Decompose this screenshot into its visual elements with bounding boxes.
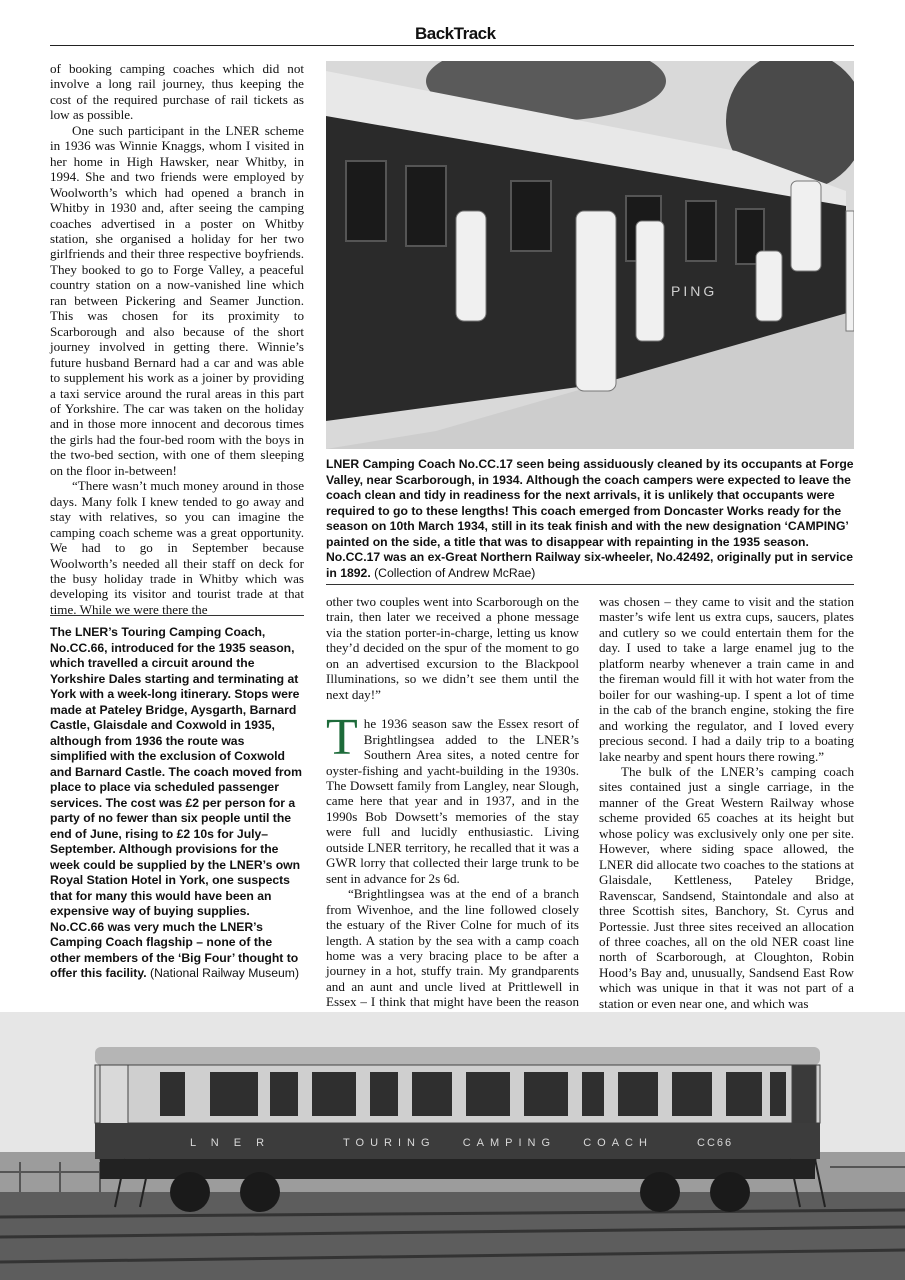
- paragraph: “There wasn’t much money around in those days. Many folk I knew tended to go away and stay with relatives, so you can imagine the camping coach scheme was a great opportunity. We had to go in September because Woolworth’s needed all their staff on deck for the busy holiday trade in Whitby which was developing its visitor and tourist trade at that time. While we were there the: [50, 478, 304, 617]
- text-column-1: [50, 61, 304, 617]
- divider: [326, 584, 854, 585]
- photo-illustration: [0, 1012, 905, 1280]
- photo-touring-camping-coach-cc66: [0, 1012, 905, 1280]
- drop-cap: T: [326, 709, 358, 767]
- coach-lettering-right: CC66: [697, 1137, 734, 1149]
- photo-caption-cc17: [326, 457, 854, 581]
- masthead: BackTrack: [415, 24, 496, 43]
- coach-lettering-middle: TOURING CAMPING COACH: [343, 1137, 653, 1149]
- coach-lettering-left: L N E R: [190, 1137, 271, 1149]
- paragraph: of booking camping coaches which did not involve a long rail journey, thus keeping the cost of the required purchase of rail tickets as low as possible.: [50, 61, 304, 123]
- page-header: [50, 22, 854, 46]
- paragraph: The bulk of the LNER’s camping coach sites contained just a single carriage, in the manner of the Great Western Railway whose scheme provided 65 coaches at its height but whose policy was exclusively only one per site. However, where siding space allowed, the LNER did allocate two coaches to the stations at Glaisdale, Kettleness, Pateley Bridge, Ravenscar, Sandsend, Staintondale and also at three Scottish sites, Banchory, St. Cyrus and Portessie. Just three sites received an allocation of three coaches, all on the old NER coast line north of Scarborough, at Cloughton, Robin Hood’s Bay and, unusually, Sandsend East Row which was unique in that it was not part of a station or even near one, and which was: [599, 763, 854, 1011]
- caption-text: LNER Camping Coach No.CC.17 seen being assiduously cleaned by its occupants at Forge Valley, near Scarborough, in 1934. Although the coach campers were expected to leave the coach clean and tidy in readiness for the next arrivals, it is unlikely that occupants were required to go to these lengths! This coach emerged from Doncaster Works ready for the season on 10th March 1934, still in its teak finish and with the new designation ‘CAMPING’ painted on the side, a title that was to disappear with repainting in the 1935 season. No.CC.17 was an ex-Great Northern Railway six-wheeler, No.42492, originally put in service in 1892.: [326, 457, 854, 580]
- paragraph: “Brightlingsea was at the end of a branch from Wivenhoe, and the line followed closely the estuary of the River Colne for much of its length. A station by the sea with a camp coach home was a very bracing place to be after a journey in a hot, stuffy train. My grandparents and an aunt and uncle lived at Prittlewell in Essex – I think that might have been the reason: [326, 886, 579, 1010]
- photo-illustration: [326, 61, 854, 449]
- photo-caption-cc66: [50, 625, 304, 982]
- text-column-3: [599, 594, 854, 1011]
- caption-text: The LNER’s Touring Camping Coach, No.CC.66, introduced for the 1935 season, which travelled a circuit around the Yorkshire Dales starting and terminating at York with a week-long itinerary. Stops were made at Pateley Bridge, Aysgarth, Barnard Castle, Glaisdale and Coxwold in 1935, although from 1936 the route was simplified with the exclusion of Coxwold and Barnard Castle. The coach moved from place to place via scheduled passenger services. The cost was £2 per person for a party of no fewer than six people until the end of June, rising to £2 10s for July–September. Although provisions for the week could be supplied by the LNER’s own Royal Station Hotel in York, one suspects that for many this would have been an expensive way of buying supplies. No.CC.66 was very much the LNER’s Camping Coach flagship – none of the other members of the ‘Big Four’ thought to offer this facility.: [50, 625, 302, 980]
- paragraph: other two couples went into Scarborough on the train, then later we received a phone message via the station porter-in-charge, letting us know they’d decided on the spur of the moment to go on an advertised excursion to the Blackpool Illuminations, so we didn’t see them until the next day!”: [326, 594, 579, 702]
- paragraph: he 1936 season saw the Essex resort of Brightlingsea added to the LNER’s Southern Area sites, a noted centre for oyster-fishing and yacht-building in the 1930s. The Dowsett family from Langley, near Slough, came here that year and in 1937, and in the 1990s Bob Dowsett’s memories of the stay were full and lucidly enthusiastic. Living outside LNER territory, he recalled that it was a GWR lorry that collected their large trunk to be sent in advance for 2s 6d.: [326, 716, 579, 886]
- coach-lettering: PING: [671, 283, 718, 299]
- caption-credit: (National Railway Museum): [150, 966, 300, 980]
- divider: [50, 615, 304, 616]
- paragraph: One such participant in the LNER scheme in 1936 was Winnie Knaggs, whom I visited in her home in High Hawsker, near Whitby, in 1994. She and two friends were employed by Woolworth’s which had opened a branch in Whitby in 1930 and, after seeing the camping coaches advertised in a poster on Whitby station, she organised a holiday for her two girlfriends and their three respective boyfriends. They booked to go to Forge Valley, a peaceful country station on a now-vanished line which ran between Pickering and Seamer Junction. This was chosen for its proximity to Scarborough and also because of the short journey involved in getting there. Winnie’s future husband Bernard had a car and was able to supplement his work as a joiner by providing a taxi service around the rural areas in this part of Yorkshire. The car was taken on the holiday and in those more innocent and decorous times the girls had the four-bed room with the boys in the two-bed section, with one of them sleeping on the floor in-between!: [50, 122, 304, 478]
- text-column-2: [326, 594, 579, 1025]
- caption-credit: (Collection of Andrew McRae): [374, 565, 536, 580]
- paragraph-with-dropcap: [326, 709, 579, 886]
- photo-camping-coach-cc17: [326, 61, 854, 449]
- paragraph: was chosen – they came to visit and the station master’s wife lent us extra cups, saucers, plates and cutlery so we could entertain them for the day. I used to take a large enamel jug to the platform nearby whenever a train came in and the fireman would fill it with hot water from the boiler for our washing-up. I spent a lot of time in the cab of the branch engine, stoking the fire and working the regulator, and I loved every precious second. I had a daily trip to a boating lake nearby and spent hours there rowing.”: [599, 594, 854, 764]
